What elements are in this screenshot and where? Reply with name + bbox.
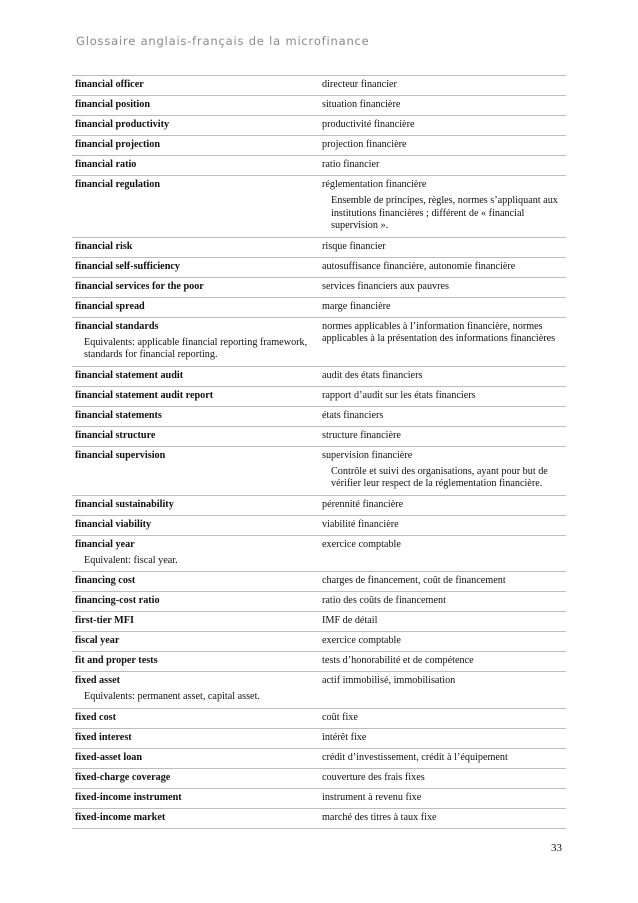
english-term: fiscal year [75,635,120,646]
english-term-cell [72,79,319,91]
english-term: first-tier MFI [75,615,134,626]
english-term-cell [72,281,319,293]
glossary-row [72,258,566,278]
french-translation: intérêt fixe [322,731,367,743]
english-term-cell [72,139,319,151]
french-translation-cell [319,179,566,233]
glossary-row [72,652,566,672]
english-term-cell [72,675,319,704]
english-term-cell [72,519,319,531]
glossary-row [72,318,566,367]
french-definition-note: Ensemble de principes, règles, normes s’appliquant aux institutions financières ; différent de « financial supervision ». [331,195,558,231]
english-term-cell [72,159,319,171]
english-term: financial spread [75,300,145,312]
english-term: fixed-income instrument [75,791,182,803]
french-translation: actif immobilisé, immobilisation [322,675,456,686]
french-translation: viabilité financière [322,518,399,530]
english-term-cell [72,712,319,724]
glossary-row [72,809,566,829]
french-translation: situation financière [322,99,401,110]
english-term-cell [72,732,319,744]
french-translation-cell [319,792,566,804]
french-translation: marché des titres à taux fixe [322,811,437,823]
french-translation-cell [319,732,566,744]
french-translation: crédit d’investissement, crédit à l’équipement [322,751,508,763]
french-translation-cell [319,301,566,313]
english-term-cell [72,390,319,402]
english-term: financial standards [75,320,159,332]
english-term-cell [72,119,319,131]
french-translation: ratio des coûts de financement [322,595,446,606]
english-term-cell [72,575,319,587]
french-translation: productivité financière [322,119,415,130]
glossary-row [72,176,566,238]
french-translation-cell [319,539,566,568]
french-translation: audit des états financiers [322,369,423,381]
english-term: financial position [75,99,151,110]
english-term-cell [72,261,319,273]
english-term: fixed-asset loan [75,751,143,763]
french-translation-cell [319,119,566,131]
glossary-row [72,278,566,298]
french-translation: ratio financier [322,159,380,170]
french-translation: coût fixe [322,711,358,723]
french-translation-cell [319,675,566,704]
french-translation-cell [319,450,566,491]
english-term: financing cost [75,575,136,586]
english-term: financial self-sufficiency [75,260,180,272]
english-term-cell [72,301,319,313]
english-term-cell [72,99,319,111]
english-term-cell [72,450,319,491]
english-term: financial projection [75,139,160,150]
french-translation-cell [319,370,566,382]
english-term: financial regulation [75,179,160,190]
glossary-row [72,729,566,749]
french-translation: risque financier [322,240,386,252]
glossary-row [72,387,566,407]
french-translation-cell [319,159,566,171]
glossary-row [72,516,566,536]
french-translation-cell [319,519,566,531]
french-translation-cell [319,79,566,91]
english-term: financial risk [75,240,133,252]
french-translation: directeur financier [322,79,397,90]
glossary-row [72,367,566,387]
french-translation-cell [319,99,566,111]
english-term: financial year [75,538,135,550]
glossary-row [72,672,566,709]
french-translation-cell [319,595,566,607]
french-translation-cell [319,812,566,824]
english-term-note: Equivalents: applicable financial reporting framework, standards for financial reporting. [84,336,308,360]
english-term-cell [72,655,319,667]
french-translation-cell [319,139,566,151]
page-number: 33 [551,842,562,854]
french-translation: structure financière [322,429,401,441]
glossary-row [72,496,566,516]
glossary-row [72,238,566,258]
glossary-row [72,76,566,96]
english-term-cell [72,499,319,511]
english-term-cell [72,241,319,253]
english-term-cell [72,410,319,422]
glossary-row [72,572,566,592]
french-translation: rapport d’audit sur les états financiers [322,389,476,401]
glossary-row [72,709,566,729]
french-translation: instrument à revenu fixe [322,791,422,803]
french-translation: IMF de détail [322,615,378,626]
english-term: fixed interest [75,731,132,743]
french-translation: états financiers [322,409,384,421]
english-term-cell [72,615,319,627]
french-translation: exercice comptable [322,538,401,550]
english-term-cell [72,792,319,804]
french-translation-cell [319,712,566,724]
glossary-row [72,769,566,789]
english-term-cell [72,812,319,824]
english-term: financing-cost ratio [75,595,160,606]
glossary-row [72,789,566,809]
glossary-row [72,96,566,116]
english-term: financial officer [75,79,144,90]
english-term: financial statement audit [75,369,184,381]
glossary-table [72,75,566,829]
french-translation-cell [319,499,566,511]
french-translation: couverture des frais fixes [322,771,425,783]
french-translation-cell [319,615,566,627]
glossary-row [72,136,566,156]
glossary-row [72,427,566,447]
glossary-row [72,536,566,573]
french-translation-cell [319,321,566,362]
glossary-row [72,407,566,427]
french-translation: réglementation financière [322,179,427,190]
english-term-cell [72,772,319,784]
english-term: fixed-charge coverage [75,771,171,783]
glossary-row [72,749,566,769]
glossary-row [72,632,566,652]
english-term-note: Equivalent: fiscal year. [84,554,178,566]
french-translation: normes applicables à l’information financière, normes applicables à la présentation des informations financières [322,320,556,344]
english-term: financial structure [75,429,156,441]
english-term-cell [72,635,319,647]
french-translation: charges de financement, coût de financement [322,575,506,586]
glossary-row [72,156,566,176]
english-term: financial statements [75,409,162,421]
english-term: fixed asset [75,675,120,686]
french-translation-cell [319,241,566,253]
french-translation: tests d’honorabilité et de compétence [322,655,474,666]
english-term: financial viability [75,518,152,530]
french-translation: supervision financière [322,449,413,461]
french-translation-cell [319,752,566,764]
english-term-cell [72,179,319,233]
french-translation-cell [319,430,566,442]
english-term-cell [72,430,319,442]
glossary-row [72,612,566,632]
glossary-row [72,298,566,318]
french-translation: exercice comptable [322,635,401,646]
english-term: financial productivity [75,119,170,130]
english-term: financial services for the poor [75,280,204,292]
french-translation: services financiers aux pauvres [322,280,450,292]
running-header: Glossaire anglais-français de la microfinance [76,34,370,48]
english-term: financial sustainability [75,498,174,510]
french-translation-cell [319,635,566,647]
french-translation: pérennité financière [322,498,404,510]
french-translation-cell [319,281,566,293]
french-translation-cell [319,410,566,422]
english-term: fixed-income market [75,811,166,823]
english-term: fit and proper tests [75,655,158,666]
english-term-cell [72,370,319,382]
glossary-row [72,116,566,136]
english-term: financial statement audit report [75,389,214,401]
french-translation-cell [319,772,566,784]
english-term: financial supervision [75,449,166,461]
glossary-row [72,592,566,612]
french-definition-note: Contrôle et suivi des organisations, ayant pour but de vérifier leur respect de la réglementation financière. [331,465,548,489]
english-term: financial ratio [75,159,137,170]
french-translation: projection financière [322,139,407,150]
glossary-row [72,447,566,496]
french-translation: marge financière [322,300,391,312]
english-term-cell [72,539,319,568]
french-translation-cell [319,261,566,273]
french-translation-cell [319,575,566,587]
french-translation-cell [319,655,566,667]
english-term: fixed cost [75,711,117,723]
english-term-cell [72,321,319,362]
english-term-cell [72,752,319,764]
english-term-cell [72,595,319,607]
french-translation: autosuffisance financière, autonomie financière [322,260,516,272]
french-translation-cell [319,390,566,402]
english-term-note: Equivalents: permanent asset, capital asset. [84,691,260,702]
